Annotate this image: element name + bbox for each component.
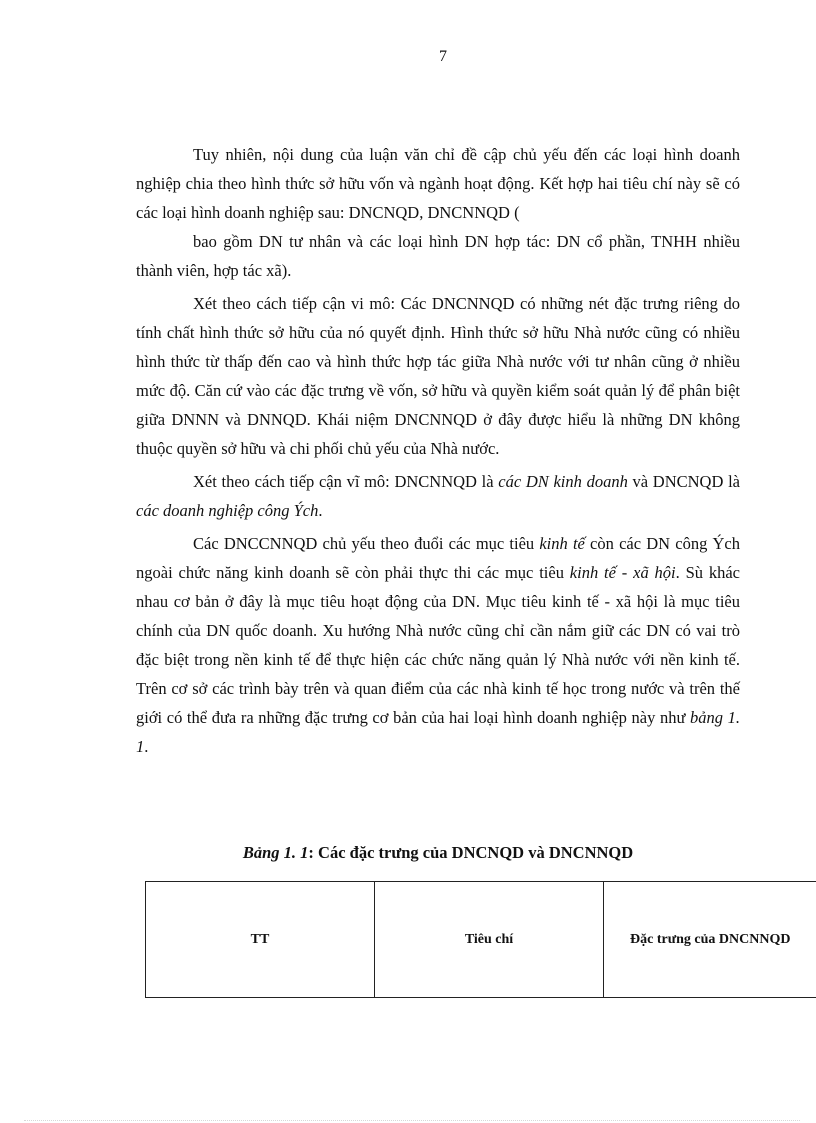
paragraph-4-text-1: Xét theo cách tiếp cận vĩ mô: DNCNNQD là — [193, 472, 499, 491]
table-caption-label: Bảng 1. 1 — [242, 843, 309, 862]
paragraph-1: Tuy nhiên, nội dung của luận văn chỉ đề cập chủ yếu đến các loại hình doanh nghiệp chia theo hình thức sở hữu vốn và ngành hoạt động. Kết hợp hai tiêu chí này sẽ có các loại hình doanh nghiệp sau: DNCNQD, DNCNNQD ( — [136, 145, 740, 222]
header-tieu-chi: Tiêu chí — [375, 882, 604, 998]
paragraph-2: bao gồm DN tư nhân và các loại hình DN hợp tác: DN cổ phần, TNHH nhiều thành viên, hợp tác xã). — [136, 232, 740, 280]
paragraph-4-text-3: . — [318, 501, 323, 520]
paragraph-3: Xét theo cách tiếp cận vi mô: Các DNCNNQD có những nét đặc trưng riêng do tính chất hình thức sở hữu của nó quyết định. Hình thức sở hữu Nhà nước cũng có nhiều hình thức từ thấp đến cao và hình thức hợp tác giữa Nhà nước với tư nhân cũng ở nhiều mức độ. Căn cứ vào các đặc trưng về vốn, sở hữu và quyền kiểm soát quản lý để phân biệt giữa DNNN và DNNQD. Khái niệm DNCNNQD ở đây được hiểu là những DN không thuộc quyền sở hữu và chi phối chủ yếu của Nhà nước. — [136, 294, 740, 458]
page-number-text: 7 — [439, 48, 447, 65]
body-text — [136, 140, 740, 765]
feature-table — [145, 881, 816, 998]
header-dac-trung: Đặc trưng của DNCNNQD — [604, 882, 816, 998]
paragraph-5-text-3: . Sù khác nhau cơ bản ở đây là mục tiêu hoạt động của DN. Mục tiêu kinh tế - xã hội là mục tiêu chính của DN quốc doanh. Xu hướng Nhà nước cũng chỉ cần nắm giữ các DN có vai trò đặc biệt trong nền kinh tế để thực hiện các chức năng quản lý Nhà nước với nền kinh tế. Trên cơ sở các trình bày trên và quan điểm của các nhà kinh tế học trong nước và trên thế giới có thể đưa ra những đặc trưng cơ bản của hai loại hình doanh nghiệp này như — [136, 563, 741, 727]
table-caption-text: : Các đặc trưng của DNCNQD và DNCNNQD — [308, 843, 634, 862]
paragraph-4-text-2: và DNCNQD là — [627, 472, 740, 491]
paragraph-5-italic-3: bảng 1. 1 — [136, 708, 740, 756]
paragraph-5-text-1: Các DNCCNNQD chủ yếu theo đuổi các mục tiêu — [193, 534, 540, 553]
page-number — [0, 48, 816, 66]
paragraph-5 — [136, 529, 740, 761]
table-header-row — [146, 882, 816, 998]
paragraph-5-italic-2: kinh tế - xã hội — [569, 563, 676, 582]
footer-divider — [24, 1120, 800, 1121]
paragraph-4-italic-1: các DN kinh doanh — [498, 472, 628, 491]
paragraph-5-text-2: còn các DN công Ých ngoài chức năng kinh doanh sẽ còn phải thực thi các mục tiêu — [136, 534, 740, 582]
header-tt: TT — [146, 882, 375, 998]
paragraph-5-text-4: . — [144, 737, 149, 756]
table-caption — [136, 843, 740, 863]
paragraph-5-italic-1: kinh tế — [539, 534, 585, 553]
paragraph-4 — [136, 467, 740, 525]
paragraph-4-italic-2: các doanh nghiệp công Ých — [136, 501, 319, 520]
